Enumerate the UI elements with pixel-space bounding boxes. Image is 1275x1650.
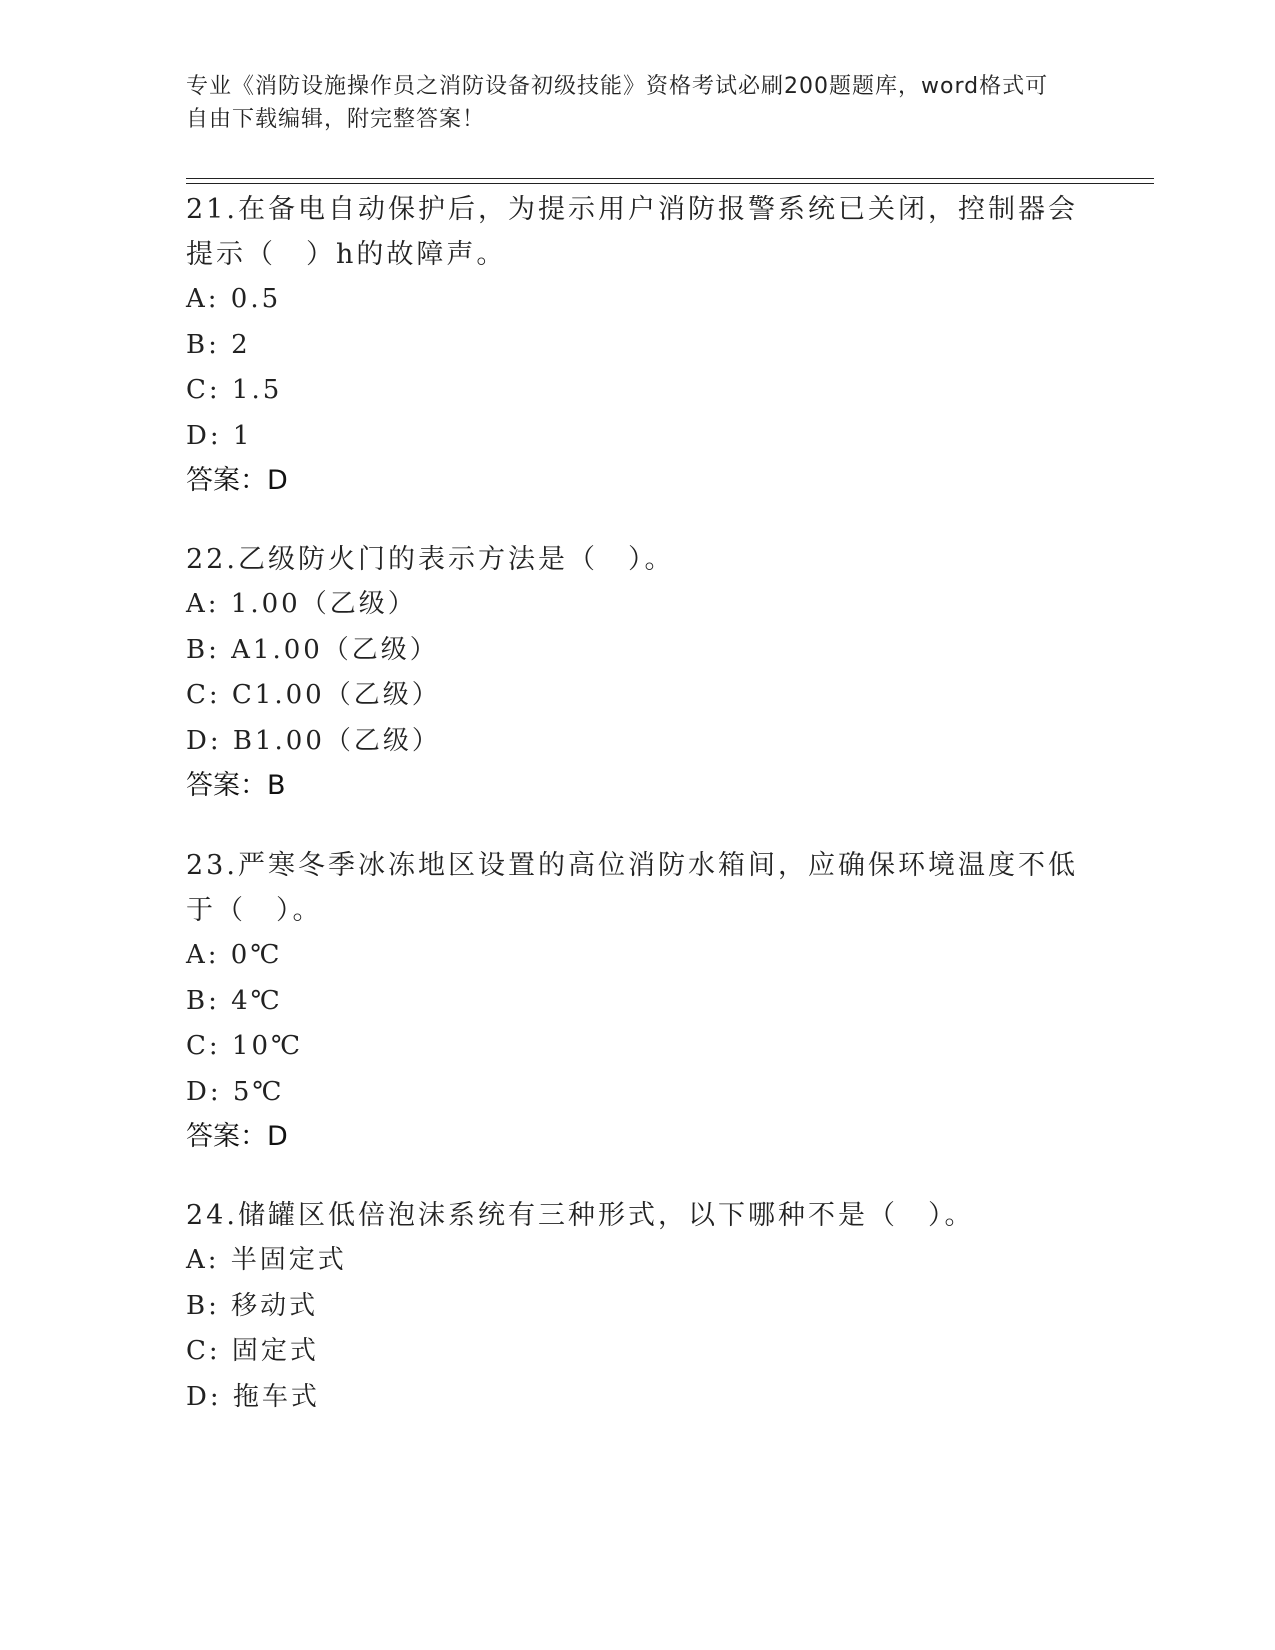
option-d: D: 拖车式: [186, 1381, 320, 1412]
question-stem: 22.乙级防火门的表示方法是（ ）。: [186, 544, 675, 575]
option-b: B: 2: [186, 329, 251, 360]
question-stem: 21.在备电自动保护后，为提示用户消防报警系统已关闭，控制器会提示（ ）h的故障声。: [186, 194, 1078, 270]
option-c: C: 10℃: [186, 1031, 304, 1061]
option-a: A: 0.5: [186, 284, 282, 314]
option-d: D: 1: [186, 420, 253, 451]
option-a: A: 0℃: [186, 940, 283, 970]
question-21: [186, 187, 1086, 503]
option-c: C: 1.5: [186, 375, 283, 405]
option-b: B: 移动式: [186, 1290, 319, 1321]
option-b: B: 4℃: [186, 985, 283, 1016]
question-24: [186, 1193, 1086, 1420]
question-22: [186, 537, 1086, 808]
option-d: D: B1.00（乙级）: [186, 725, 441, 756]
option-a: A: 半固定式: [186, 1245, 347, 1275]
option-a: A: 1.00（乙级）: [186, 589, 417, 619]
header-divider-top: [186, 178, 1154, 179]
option-c: C: C1.00（乙级）: [186, 680, 441, 710]
question-stem: 23.严寒冬季冰冻地区设置的高位消防水箱间，应确保环境温度不低于（ ）。: [186, 850, 1078, 926]
question-23: [186, 843, 1086, 1159]
option-b: B: A1.00（乙级）: [186, 634, 439, 665]
option-d: D: 5℃: [186, 1076, 285, 1107]
option-c: C: 固定式: [186, 1336, 319, 1366]
answer-label: 答案：B: [186, 770, 286, 801]
answer-label: 答案：D: [186, 465, 288, 496]
answer-label: 答案：D: [186, 1121, 288, 1152]
question-stem: 24.储罐区低倍泡沫系统有三种形式，以下哪种不是（ ）。: [186, 1200, 975, 1231]
document-header: 专业《消防设施操作员之消防设备初级技能》资格考试必刷200题题库，word格式可自由下载编辑，附完整答案！: [186, 74, 1049, 132]
header-divider-bottom: [186, 183, 1154, 184]
